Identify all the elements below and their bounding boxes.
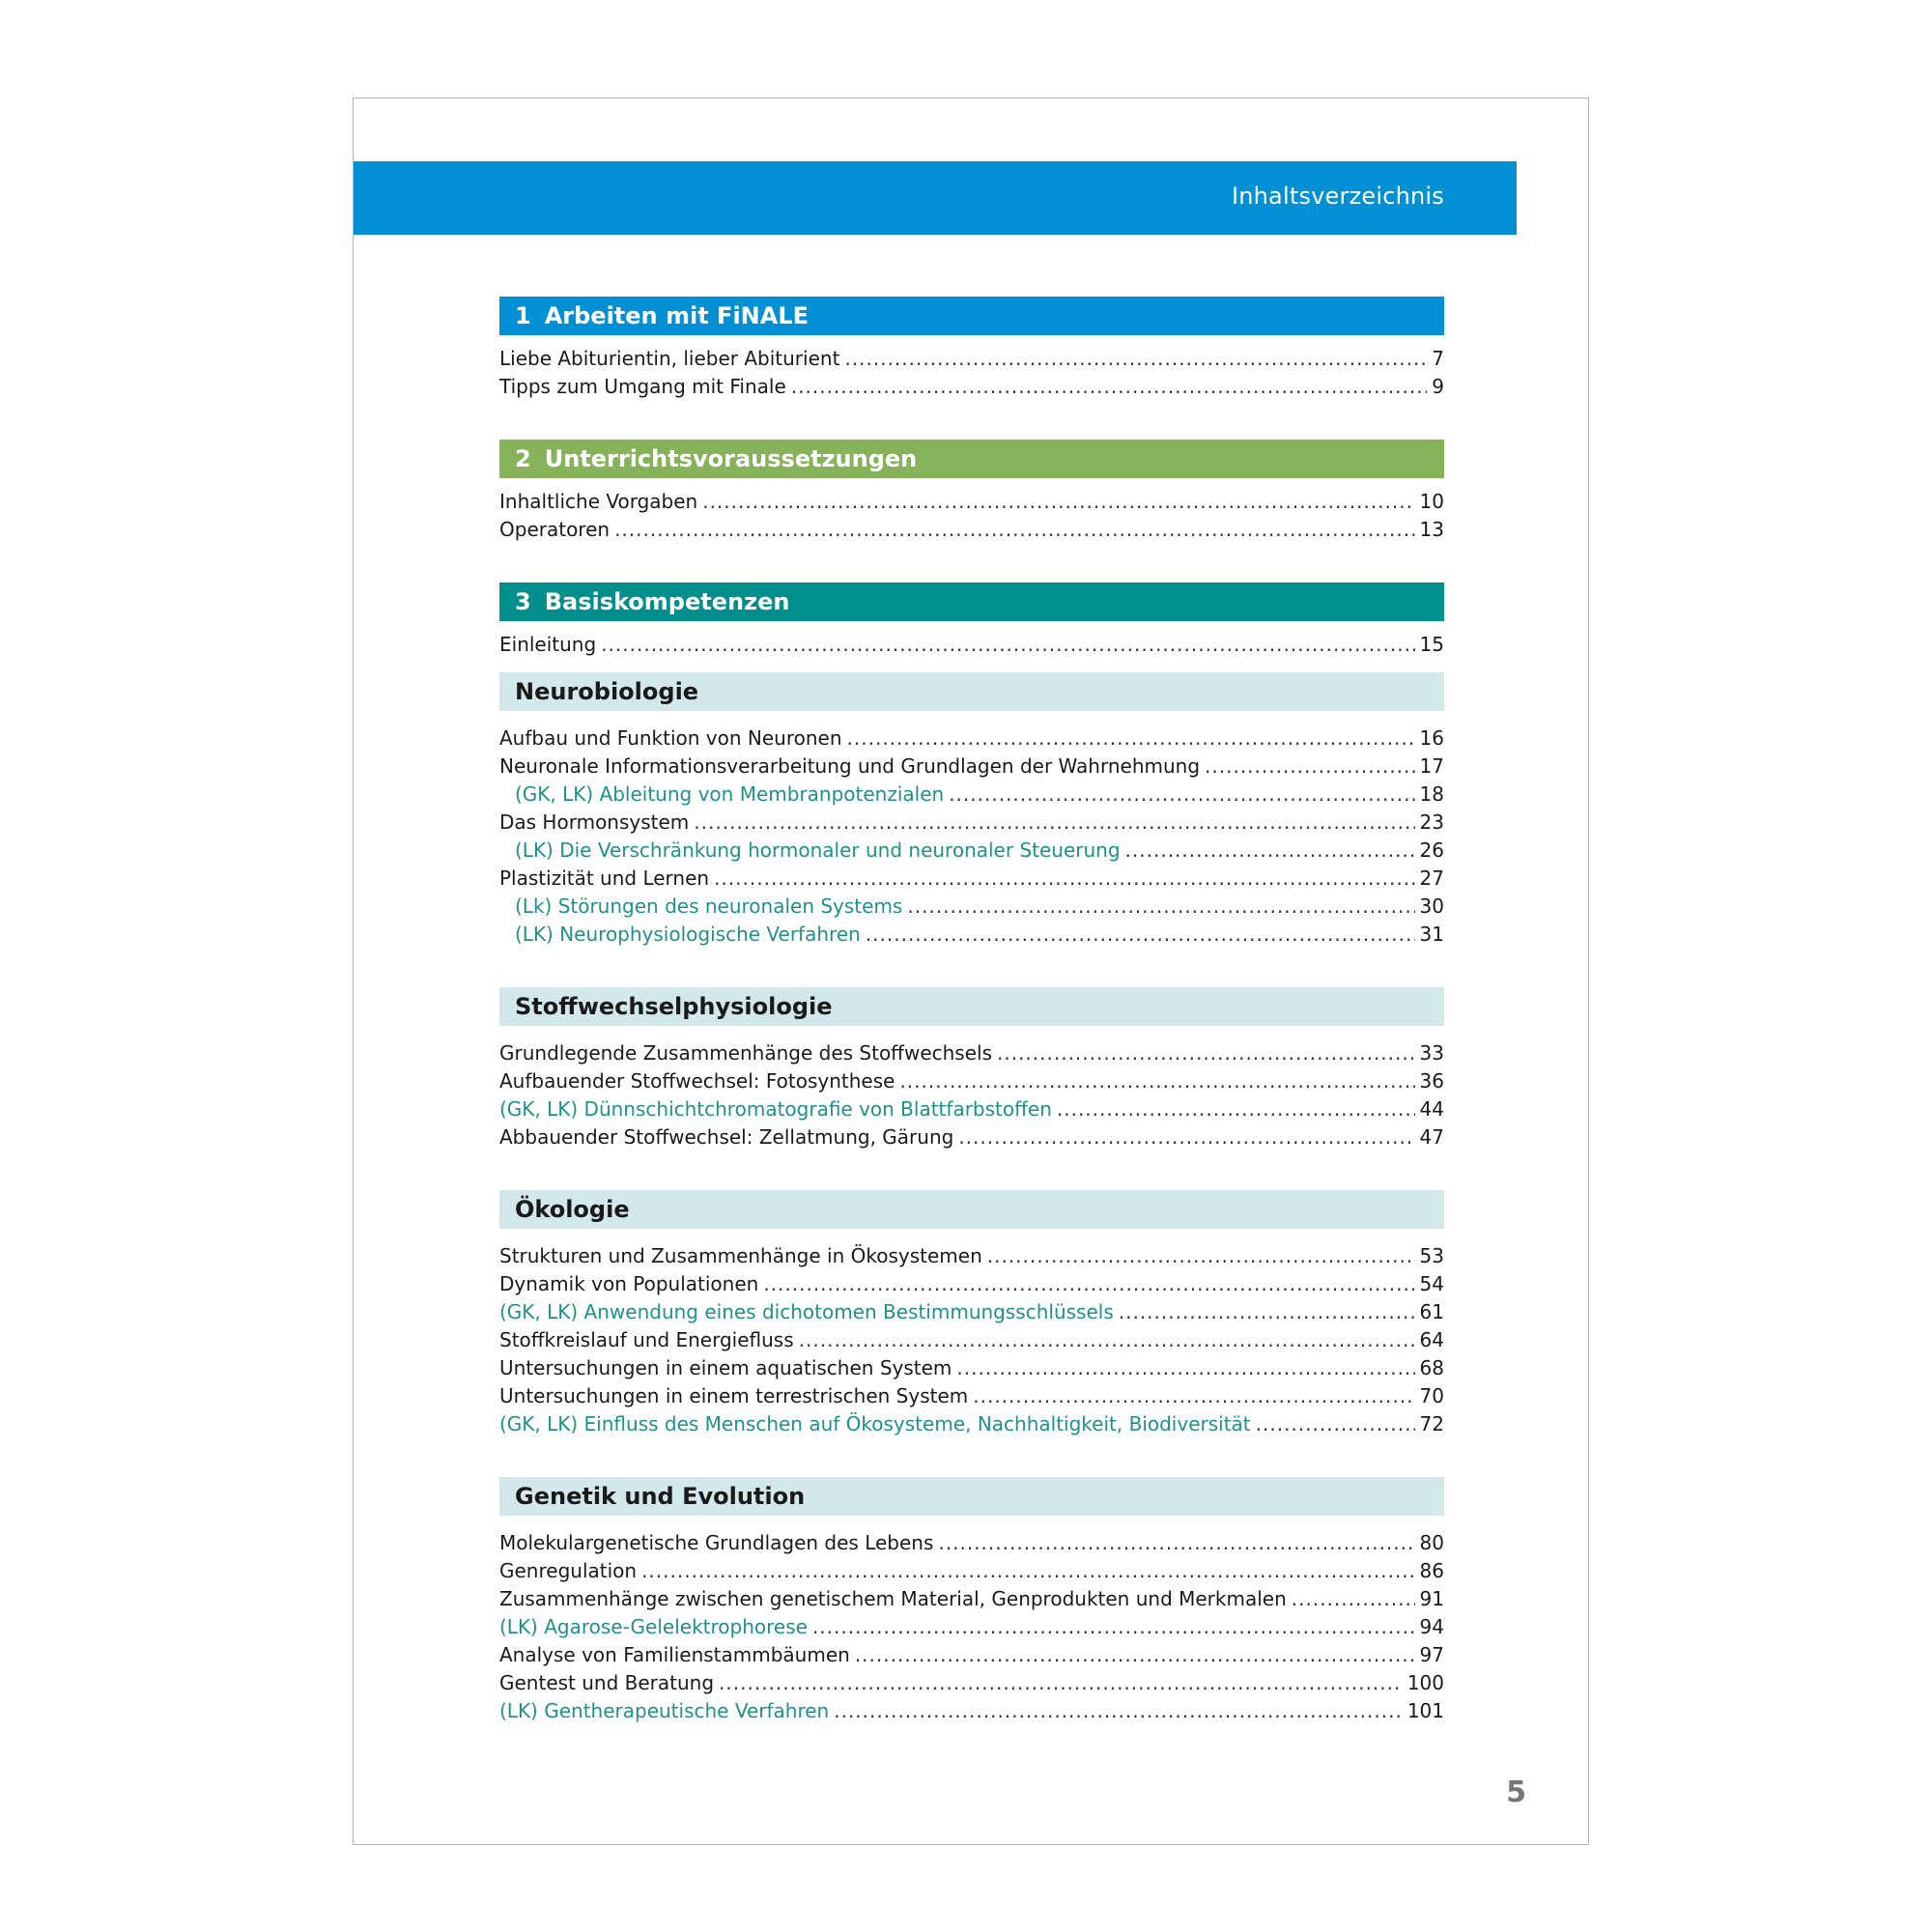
toc-entry-course[interactable] [499, 1613, 1444, 1641]
toc-entry-page: 72 [1419, 1412, 1444, 1435]
toc-entry-label: Analyse von Familienstammbäumen [499, 1643, 850, 1666]
toc-entry-page: 44 [1419, 1097, 1444, 1121]
toc-entry[interactable] [499, 753, 1444, 781]
toc-entry[interactable] [499, 1669, 1444, 1697]
toc-entry-label: Das Hormonsystem [499, 810, 690, 834]
toc-entry-label: Untersuchungen in einem terrestrischen System [499, 1384, 969, 1407]
chapter-1 [499, 297, 1444, 401]
dot-leader [791, 373, 1427, 401]
toc-entry-page: 9 [1432, 375, 1444, 398]
toc-entry-course[interactable] [499, 893, 1444, 921]
toc-entry-page: 61 [1419, 1300, 1444, 1323]
toc-entry-course[interactable] [499, 781, 1444, 809]
toc-entry-label: Strukturen und Zusammenhänge in Ökosystemen [499, 1244, 982, 1267]
toc-entry-page: 18 [1419, 782, 1444, 806]
header-bar [354, 161, 1517, 235]
dot-leader [844, 345, 1427, 373]
chapter-number: 2 [515, 445, 531, 472]
toc-entry[interactable] [499, 865, 1444, 893]
toc-entry-label: Stoffkreislauf und Energiefluss [499, 1328, 794, 1351]
toc-entry-label: (LK) Agarose-Gelelektrophorese [499, 1615, 808, 1638]
dot-leader [907, 893, 1414, 921]
toc-entry-page: 70 [1419, 1384, 1444, 1407]
dot-leader [812, 1613, 1415, 1641]
toc-entry[interactable] [499, 1382, 1444, 1410]
toc-entry-course[interactable] [499, 921, 1444, 949]
header-title: Inhaltsverzeichnis [1231, 183, 1444, 210]
chapter-number: 3 [515, 588, 531, 615]
toc-entry[interactable] [499, 345, 1444, 373]
toc-entry-page: 31 [1419, 923, 1444, 946]
dot-leader [899, 1067, 1414, 1095]
toc-entry-page: 80 [1419, 1531, 1444, 1554]
toc-entry-page: 27 [1419, 867, 1444, 890]
section-heading: Stoffwechselphysiologie [499, 987, 1444, 1026]
dot-leader [1057, 1095, 1415, 1123]
toc-entry[interactable] [499, 631, 1444, 659]
toc-entry-page: 101 [1406, 1699, 1444, 1722]
dot-leader [1256, 1410, 1415, 1438]
toc-entry-label: Einleitung [499, 633, 597, 656]
toc-entry-label: Gentest und Beratung [499, 1671, 715, 1694]
toc-entry-page: 10 [1419, 490, 1444, 513]
toc-entry-page: 54 [1419, 1272, 1444, 1295]
toc-entry[interactable] [499, 724, 1444, 753]
toc-entry-course[interactable] [499, 837, 1444, 865]
section-neurobiologie [499, 672, 1444, 949]
dot-leader [956, 1354, 1414, 1382]
toc-entry-label: (GK, LK) Einfluss des Menschen auf Ökosysteme, Nachhaltigkeit, Biodiversität [499, 1412, 1251, 1435]
toc-entry-label: (Lk) Störungen des neuronalen Systems [515, 895, 903, 918]
toc-entry-page: 16 [1419, 726, 1444, 750]
toc-entry-page: 97 [1419, 1643, 1444, 1666]
dot-leader [601, 631, 1414, 659]
document-page [353, 98, 1589, 1845]
chapter-heading [499, 582, 1444, 621]
toc-entry-label: Tipps zum Umgang mit Finale [499, 375, 786, 398]
dot-leader [763, 1270, 1414, 1298]
toc-entry-label: (LK) Die Verschränkung hormonaler und neuronaler Steuerung [515, 838, 1121, 862]
toc-entry-course[interactable] [499, 1095, 1444, 1123]
toc-entry-label: Liebe Abiturientin, lieber Abiturient [499, 347, 840, 370]
chapter-2 [499, 440, 1444, 544]
dot-leader [694, 809, 1414, 837]
dot-leader [1125, 837, 1415, 865]
dot-leader [938, 1529, 1414, 1557]
toc-entry[interactable] [499, 1529, 1444, 1557]
toc-entry[interactable] [499, 1270, 1444, 1298]
toc-entry-label: Zusammenhänge zwischen genetischem Material, Genprodukten und Merkmalen [499, 1587, 1287, 1610]
toc-entry[interactable] [499, 1557, 1444, 1585]
toc-entry-page: 53 [1419, 1244, 1444, 1267]
toc-entry-label: Aufbauender Stoffwechsel: Fotosynthese [499, 1069, 895, 1093]
toc-entry-page: 30 [1419, 895, 1444, 918]
toc-entry-label: Grundlegende Zusammenhänge des Stoffwechsels [499, 1041, 992, 1065]
toc-entry-label: Plastizität und Lernen [499, 867, 710, 890]
toc-entry[interactable] [499, 1641, 1444, 1669]
dot-leader [866, 921, 1415, 949]
toc-entry-label: Neuronale Informationsverarbeitung und Grundlagen der Wahrnehmung [499, 754, 1201, 778]
toc-entry[interactable] [499, 1123, 1444, 1151]
toc-entry-course[interactable] [499, 1697, 1444, 1725]
toc-entry-page: 33 [1419, 1041, 1444, 1065]
toc-entry[interactable] [499, 809, 1444, 837]
chapter-number: 1 [515, 302, 531, 329]
table-of-contents [499, 297, 1444, 1764]
section-heading: Neurobiologie [499, 672, 1444, 711]
toc-entry[interactable] [499, 488, 1444, 516]
toc-entry-label: (LK) Gentherapeutische Verfahren [499, 1699, 830, 1722]
toc-entry-label: (GK, LK) Ableitung von Membranpotenzialen [515, 782, 945, 806]
dot-leader [973, 1382, 1414, 1410]
section-genetik-und-evolution [499, 1477, 1444, 1725]
toc-entry[interactable] [499, 373, 1444, 401]
toc-entry[interactable] [499, 1039, 1444, 1067]
toc-entry-page: 64 [1419, 1328, 1444, 1351]
dot-leader [702, 488, 1414, 516]
toc-entry[interactable] [499, 516, 1444, 544]
toc-entry-page: 17 [1419, 754, 1444, 778]
toc-entry-page: 13 [1419, 518, 1444, 541]
chapter-heading [499, 440, 1444, 478]
toc-entry-page: 68 [1419, 1356, 1444, 1379]
toc-entry-label: Molekulargenetische Grundlagen des Lebens [499, 1531, 934, 1554]
toc-entry-label: Inhaltliche Vorgaben [499, 490, 698, 513]
toc-entry-label: Genregulation [499, 1559, 638, 1582]
toc-entry-page: 7 [1432, 347, 1444, 370]
chapter-title: Arbeiten mit FiNALE [544, 302, 810, 329]
toc-entry-course[interactable] [499, 1298, 1444, 1326]
toc-entry[interactable] [499, 1585, 1444, 1613]
chapter-heading [499, 297, 1444, 335]
toc-entry-label: (LK) Neurophysiologische Verfahren [515, 923, 861, 946]
toc-entry-page: 36 [1419, 1069, 1444, 1093]
dot-leader [847, 724, 1415, 753]
toc-entry-page: 26 [1419, 838, 1444, 862]
toc-entry[interactable] [499, 1354, 1444, 1382]
dot-leader [719, 1669, 1403, 1697]
toc-entry[interactable] [499, 1242, 1444, 1270]
chapter-3 [499, 582, 1444, 1725]
toc-entry-course[interactable] [499, 1410, 1444, 1438]
dot-leader [1119, 1298, 1415, 1326]
chapter-title: Unterrichtsvoraussetzungen [544, 445, 918, 472]
dot-leader [614, 516, 1414, 544]
toc-entry-label: Dynamik von Populationen [499, 1272, 759, 1295]
dot-leader [799, 1326, 1415, 1354]
chapter-title: Basiskompetenzen [544, 588, 790, 615]
toc-entry[interactable] [499, 1326, 1444, 1354]
section-stoffwechselphysiologie [499, 987, 1444, 1151]
toc-entry-page: 15 [1419, 633, 1444, 656]
toc-entry-page: 100 [1406, 1671, 1444, 1694]
toc-entry-page: 94 [1419, 1615, 1444, 1638]
dot-leader [949, 781, 1414, 809]
toc-entry-page: 23 [1419, 810, 1444, 834]
section-heading: Ökologie [499, 1190, 1444, 1229]
dot-leader [855, 1641, 1415, 1669]
page-number: 5 [1506, 1776, 1526, 1809]
toc-entry-label: Abbauender Stoffwechsel: Zellatmung, Gärung [499, 1125, 954, 1149]
dot-leader [1292, 1585, 1415, 1613]
section-heading: Genetik und Evolution [499, 1477, 1444, 1516]
toc-entry-label: (GK, LK) Dünnschichtchromatografie von Blattfarbstoffen [499, 1097, 1052, 1121]
dot-leader [958, 1123, 1414, 1151]
toc-entry-label: Operatoren [499, 518, 611, 541]
toc-entry-label: Aufbau und Funktion von Neuronen [499, 726, 842, 750]
toc-entry-page: 91 [1419, 1587, 1444, 1610]
dot-leader [1205, 753, 1415, 781]
toc-entry[interactable] [499, 1067, 1444, 1095]
toc-entry-page: 86 [1419, 1559, 1444, 1582]
toc-entry-label: (GK, LK) Anwendung eines dichotomen Bestimmungsschlüssels [499, 1300, 1114, 1323]
dot-leader [641, 1557, 1414, 1585]
dot-leader [997, 1039, 1415, 1067]
dot-leader [714, 865, 1414, 893]
toc-entry-label: Untersuchungen in einem aquatischen System [499, 1356, 952, 1379]
toc-entry-page: 47 [1419, 1125, 1444, 1149]
dot-leader [834, 1697, 1403, 1725]
section-oekologie [499, 1190, 1444, 1438]
dot-leader [987, 1242, 1415, 1270]
